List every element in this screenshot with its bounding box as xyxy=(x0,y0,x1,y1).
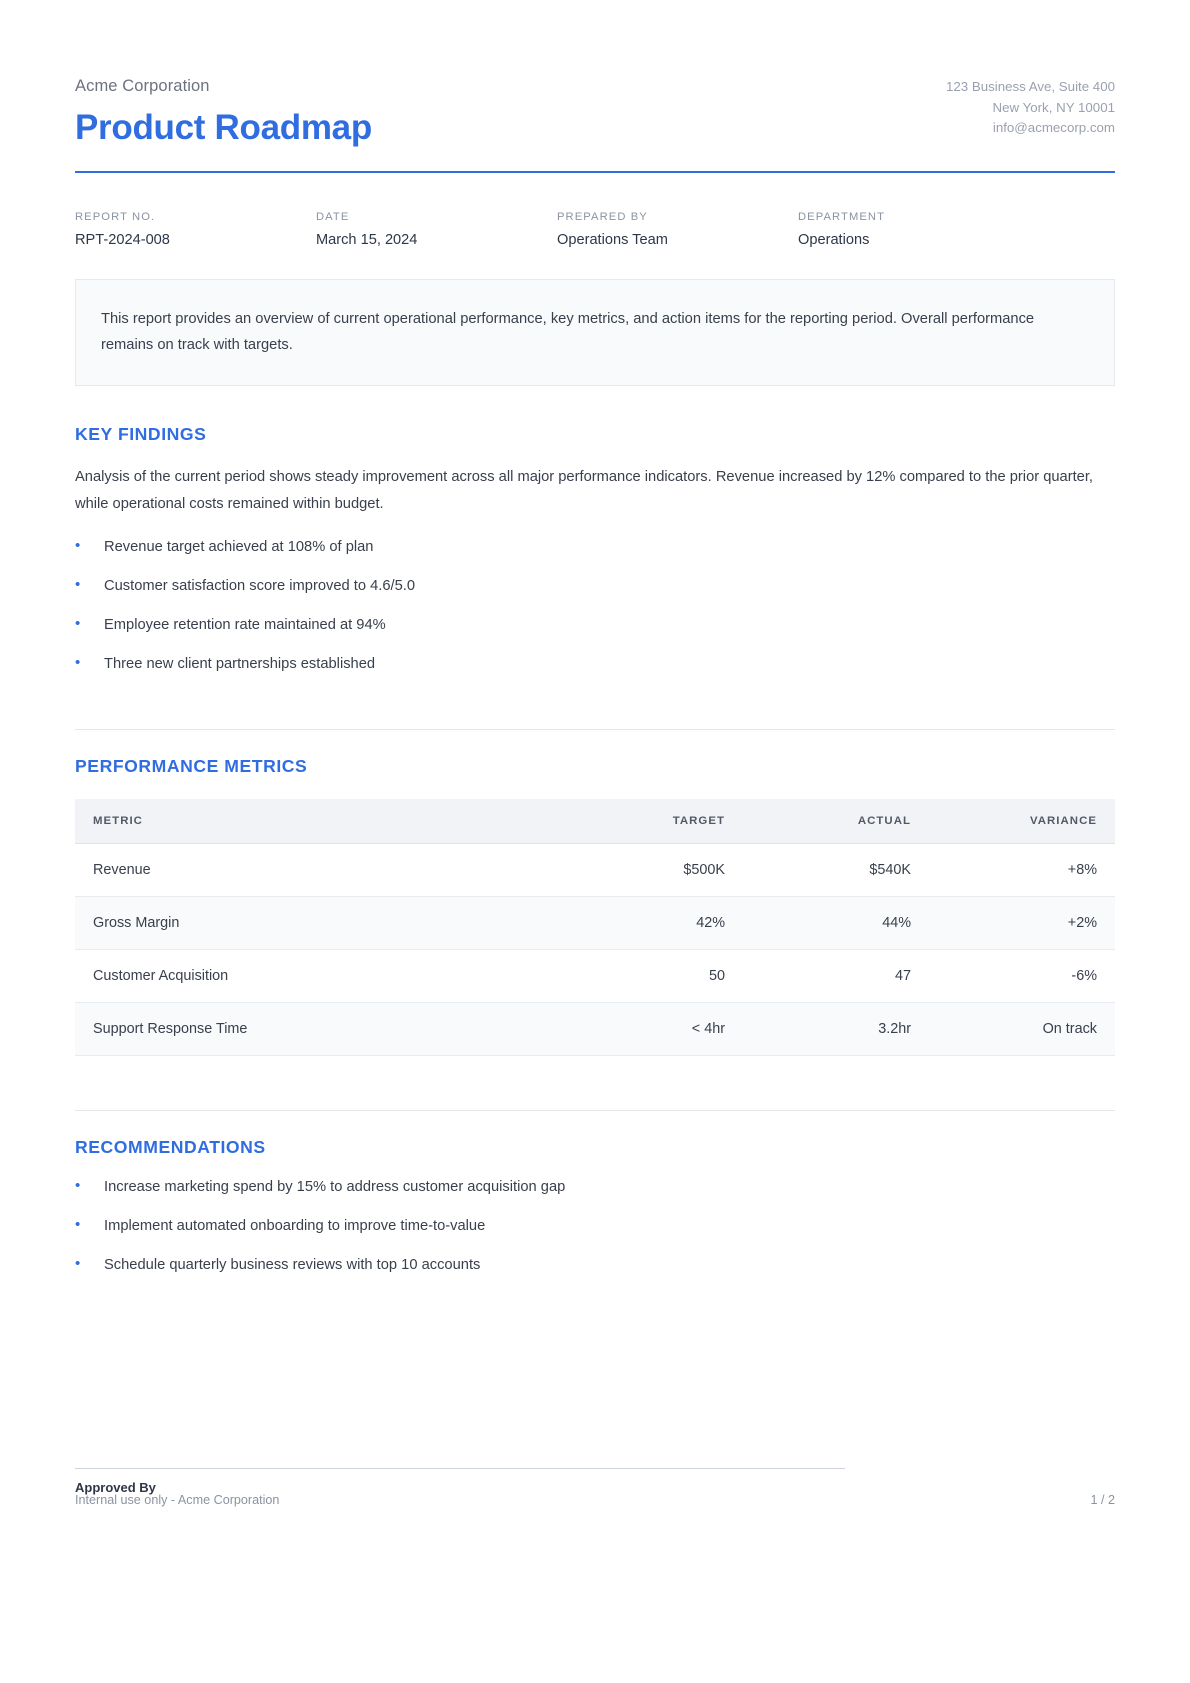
meta-field-report-no xyxy=(75,211,316,248)
contact-email: info@acmecorp.com xyxy=(992,120,1115,136)
cell-metric: Gross Margin xyxy=(75,896,552,949)
company-contact-block xyxy=(946,68,1115,139)
table-body xyxy=(75,843,1115,1055)
header-identity xyxy=(75,68,372,149)
section-title-performance-metrics: PERFORMANCE METRICS xyxy=(75,755,308,776)
company-name: Acme Corporation xyxy=(75,77,210,95)
meta-field-date xyxy=(316,211,557,248)
meta-label: REPORT NO. xyxy=(75,210,156,223)
cell-target: < 4hr xyxy=(552,1002,743,1055)
table-header xyxy=(75,799,1115,844)
section-title-recommendations: RECOMMENDATIONS xyxy=(75,1136,266,1157)
key-findings-paragraph: Analysis of the current period shows steady improvement across all major performance indicators. Revenue increased by 12% compared to the prior quarter, while operational costs remained within budget. xyxy=(75,469,1094,512)
cell-target: $500K xyxy=(552,843,743,896)
executive-summary-text: This report provides an overview of current operational performance, key metrics, and action items for the reporting period. Overall performance remains on track with targets. xyxy=(101,310,1035,354)
cell-target: 50 xyxy=(552,949,743,1002)
signature-rule xyxy=(75,1468,845,1469)
meta-label: DEPARTMENT xyxy=(798,210,886,223)
cell-metric: Support Response Time xyxy=(75,1002,552,1055)
section-performance-metrics xyxy=(75,756,1115,1056)
list-item: • Revenue target achieved at 108% of plan xyxy=(75,536,1115,558)
key-findings-list xyxy=(75,536,1115,675)
cell-variance: +8% xyxy=(929,843,1115,896)
meta-label: DATE xyxy=(316,210,350,223)
section-title-key-findings: KEY FINDINGS xyxy=(75,424,207,445)
cell-actual: 47 xyxy=(743,949,929,1002)
footer-page-number: 1 / 2 xyxy=(1090,1493,1115,1507)
meta-field-department xyxy=(798,211,1039,248)
page-title: Product Roadmap xyxy=(75,108,372,148)
signature-block xyxy=(75,1468,845,1495)
meta-field-prepared-by xyxy=(557,211,798,248)
performance-metrics-table xyxy=(75,799,1115,1056)
table-header-row xyxy=(75,799,1115,844)
list-item: • Customer satisfaction score improved to 4.6/5.0 xyxy=(75,575,1115,597)
meta-value: RPT-2024-008 xyxy=(75,231,170,248)
section-divider xyxy=(75,729,1115,730)
meta-value: Operations xyxy=(798,231,870,248)
cell-variance: On track xyxy=(929,1002,1115,1055)
cell-variance: -6% xyxy=(929,949,1115,1002)
cell-variance: +2% xyxy=(929,896,1115,949)
column-header-variance: VARIANCE xyxy=(929,799,1115,844)
report-meta-row xyxy=(75,211,1115,248)
contact-address-line1: 123 Business Ave, Suite 400 xyxy=(945,79,1115,94)
cell-actual: 44% xyxy=(743,896,929,949)
list-item: • Employee retention rate maintained at 94% xyxy=(75,614,1115,636)
cell-target: 42% xyxy=(552,896,743,949)
list-item: • Schedule quarterly business reviews with top 10 accounts xyxy=(75,1254,1115,1276)
section-divider xyxy=(75,1110,1115,1111)
table-row xyxy=(75,949,1115,1002)
column-header-metric: METRIC xyxy=(75,799,552,844)
cell-actual: $540K xyxy=(743,843,929,896)
recommendations-list xyxy=(75,1176,1115,1276)
section-key-findings xyxy=(75,424,1115,675)
list-item: • Increase marketing spend by 15% to address customer acquisition gap xyxy=(75,1176,1115,1198)
section-recommendations xyxy=(75,1137,1115,1276)
table-row xyxy=(75,896,1115,949)
meta-label: PREPARED BY xyxy=(557,210,648,223)
table-row xyxy=(75,1002,1115,1055)
document-header xyxy=(75,0,1115,149)
list-item: • Three new client partnerships established xyxy=(75,653,1115,675)
executive-summary-box xyxy=(75,279,1115,387)
table-row xyxy=(75,843,1115,896)
column-header-actual: ACTUAL xyxy=(743,799,929,844)
meta-value: Operations Team xyxy=(557,231,668,248)
list-item: • Implement automated onboarding to improve time-to-value xyxy=(75,1215,1115,1237)
column-header-target: TARGET xyxy=(552,799,743,844)
header-accent-rule xyxy=(75,171,1115,173)
contact-address-line2: New York, NY 10001 xyxy=(992,99,1115,115)
meta-value: March 15, 2024 xyxy=(316,231,418,248)
cell-actual: 3.2hr xyxy=(743,1002,929,1055)
cell-metric: Revenue xyxy=(75,843,552,896)
document-footer xyxy=(75,1493,1115,1507)
footer-confidentiality-note: Internal use only - Acme Corporation xyxy=(75,1493,280,1507)
signature-label: Approved By xyxy=(75,1480,156,1495)
cell-metric: Customer Acquisition xyxy=(75,949,552,1002)
